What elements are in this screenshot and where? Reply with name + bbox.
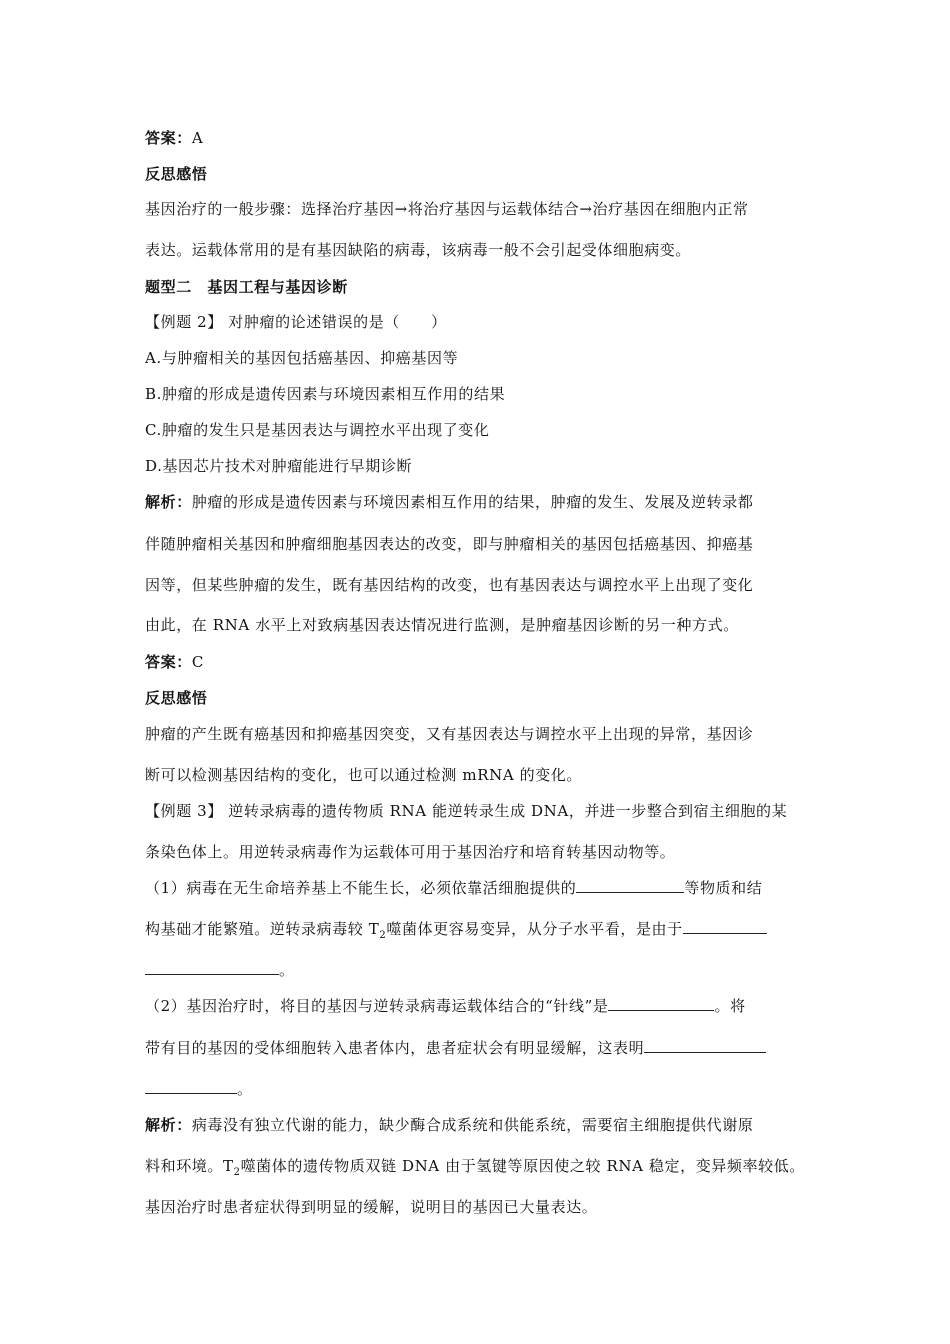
answer-1 [145, 128, 815, 148]
analysis-2-line: 因等，但某些肿瘤的发生，既有基因结构的改变，也有基因表达与调控水平上出现了变化 [145, 576, 754, 594]
analysis-3-line: 基因治疗时患者症状得到明显的缓解，说明目的基因已大量表达。 [145, 1198, 598, 1216]
question-2-line-1 [145, 996, 815, 1016]
section-2-title: 题型二 基因工程与基因诊断 [145, 278, 348, 296]
question-1-line-2 [145, 919, 815, 939]
question-text: 。将 [714, 997, 746, 1015]
answer-label: 答案： [145, 653, 192, 671]
reflect-1-line: 基因治疗的一般步骤：选择治疗基因→将治疗基因与运载体结合→治疗基因在细胞内正常 [145, 200, 749, 218]
example-tag: 【例题 3】 [145, 802, 223, 820]
answer-label: 答案： [145, 129, 192, 147]
analysis-text: 噬菌体的遗传物质双链 DNA 由于氢键等原因使之较 RNA 稳定，变异频率较低。 [240, 1157, 805, 1175]
subscript: 2 [379, 930, 387, 941]
question-1-line-3 [145, 960, 815, 980]
question-text: 构基础才能繁殖。逆转录病毒较 T [145, 920, 380, 938]
question-text: 。 [279, 961, 295, 979]
answer-blank[interactable] [644, 1038, 766, 1053]
analysis-text: 肿瘤的形成是遗传因素与环境因素相互作用的结果，肿瘤的发生、发展及逆转录都 [191, 493, 754, 511]
analysis-2-line: 伴随肿瘤相关基因和肿瘤细胞基因表达的改变，即与肿瘤相关的基因包括癌基因、抑癌基 [145, 535, 754, 553]
analysis-text: 病毒没有独立代谢的能力，缺少酶合成系统和供能系统，需要宿主细胞提供代谢原 [191, 1116, 754, 1134]
reflect-1-line: 表达。运载体常用的是有基因缺陷的病毒，该病毒一般不会引起受体细胞病变。 [145, 241, 692, 259]
example-tag: 【例题 2】 [145, 313, 223, 331]
reflect-2-title: 反思感悟 [145, 689, 208, 707]
answer-blank[interactable] [608, 996, 714, 1011]
answer-blank[interactable] [145, 960, 279, 975]
question-2-line-3 [145, 1079, 815, 1099]
question-text: 等物质和结 [684, 879, 763, 897]
reflect-2-line: 断可以检测基因结构的变化，也可以通过检测 mRNA 的变化。 [145, 766, 583, 784]
example-stem: 对肿瘤的论述错误的是（ ） [228, 313, 447, 331]
analysis-3-first-line [145, 1115, 815, 1135]
answer-2 [145, 652, 815, 672]
question-1-line-1 [145, 878, 815, 898]
question-text: 噬菌体更容易变异，从分子水平看，是由于 [386, 920, 683, 938]
question-text: （1）病毒在无生命培养基上不能生长，必须依靠活细胞提供的 [145, 879, 577, 897]
option-a: A.与肿瘤相关的基因包括癌基因、抑癌基因等 [145, 349, 459, 367]
reflect-1-title: 反思感悟 [145, 165, 208, 183]
question-2-line-2 [145, 1038, 815, 1058]
example-2-stem [145, 312, 815, 332]
option-c: C.肿瘤的发生只是基因表达与调控水平出现了变化 [145, 421, 490, 439]
option-b: B.肿瘤的形成是遗传因素与环境因素相互作用的结果 [145, 385, 506, 403]
question-text: 。 [237, 1080, 253, 1098]
reflect-2-line: 肿瘤的产生既有癌基因和抑癌基因突变，又有基因表达与调控水平上出现的异常，基因诊 [145, 725, 754, 743]
question-text: 带有目的基因的受体细胞转入患者体内，患者症状会有明显缓解，这表明 [145, 1039, 645, 1057]
answer-blank[interactable] [576, 878, 684, 893]
answer-blank[interactable] [145, 1079, 237, 1094]
analysis-3-line [145, 1156, 815, 1176]
answer-blank[interactable] [683, 919, 767, 934]
analysis-label: 解析： [145, 493, 192, 511]
question-text: （2）基因治疗时，将目的基因与逆转录病毒运载体结合的“针线”是 [145, 997, 609, 1015]
analysis-2-first-line [145, 492, 815, 512]
answer-value: C [191, 653, 204, 671]
subscript: 2 [233, 1167, 241, 1178]
analysis-text: 料和环境。T [145, 1157, 234, 1175]
analysis-2-line: 由此，在 RNA 水平上对致病基因表达情况进行监测，是肿瘤基因诊断的另一种方式。 [145, 616, 739, 634]
analysis-label: 解析： [145, 1116, 192, 1134]
answer-value: A [191, 129, 204, 147]
example-3-first-line [145, 801, 815, 821]
example-3-line: 条染色体上。用逆转录病毒作为运载体可用于基因治疗和培育转基因动物等。 [145, 843, 676, 861]
option-d: D.基因芯片技术对肿瘤能进行早期诊断 [145, 457, 413, 475]
example-stem: 逆转录病毒的遗传物质 RNA 能逆转录生成 DNA，并进一步整合到宿主细胞的某 [228, 802, 788, 820]
